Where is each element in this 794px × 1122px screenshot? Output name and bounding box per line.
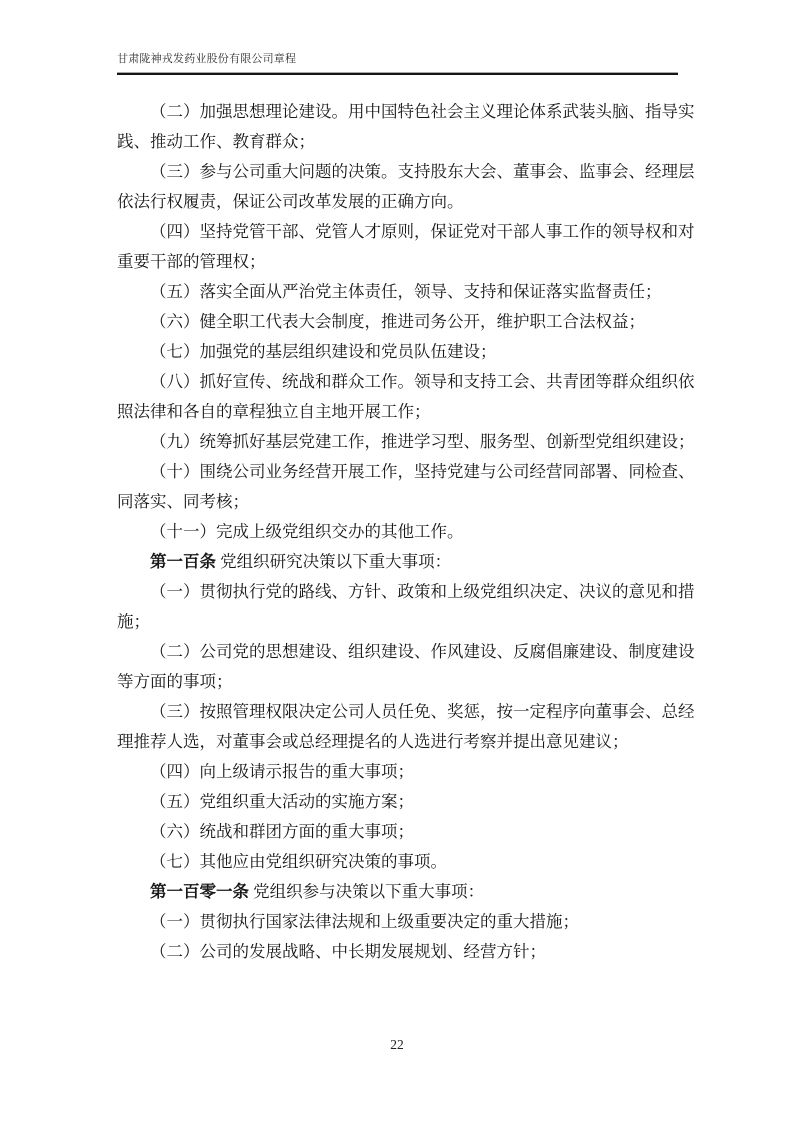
document-lines: [117, 97, 694, 967]
body-line-text: （一）贯彻执行党的路线、方针、政策和上级党组织决定、决议的意见和措: [150, 582, 695, 601]
body-line-text: （二）公司的发展战略、中长期发展规划、经营方针；: [150, 942, 546, 961]
body-line: [117, 577, 694, 607]
article-number: 第一百零一条: [150, 882, 249, 901]
body-line-text: （八）抓好宣传、统战和群众工作。领导和支持工会、共青团等群众组织依: [150, 372, 695, 391]
header-rule: [117, 72, 678, 75]
body-line: [117, 937, 694, 967]
body-line: [117, 637, 694, 667]
body-line-text: （九）统筹抓好基层党建工作，推进学习型、服务型、创新型党组织建设；: [150, 432, 695, 451]
body-line-text: （六）健全职工代表大会制度，推进司务公开，维护职工合法权益；: [150, 312, 645, 331]
body-line: [117, 247, 694, 277]
page-header-title: 甘肃陇神戎发药业股份有限公司章程: [117, 53, 297, 65]
body-line: [117, 427, 694, 457]
body-line: [117, 397, 694, 427]
body-line: [117, 337, 694, 367]
body-line-text: 照法律和各自的章程独立自主地开展工作；: [117, 402, 431, 421]
body-line: [117, 607, 694, 637]
body-line: [117, 97, 694, 127]
body-line-text: （四）向上级请示报告的重大事项；: [150, 762, 414, 781]
body-line: [117, 217, 694, 247]
body-line: [117, 187, 694, 217]
body-line-text: 施；: [117, 612, 150, 631]
body-line: [117, 517, 694, 547]
body-line: [117, 667, 694, 697]
body-line-text: （六）统战和群团方面的重大事项；: [150, 822, 414, 841]
header-rule-dark-line: [117, 73, 678, 75]
body-line: [117, 127, 694, 157]
body-line-text: 等方面的事项；: [117, 672, 233, 691]
body-line-text: 理推荐人选，对董事会或总经理提名的人选进行考察并提出意见建议；: [117, 732, 629, 751]
body-line-text: （三）参与公司重大问题的决策。支持股东大会、董事会、监事会、经理层: [150, 162, 695, 181]
body-line: [117, 727, 694, 757]
body-line-text: （二）加强思想理论建设。用中国特色社会主义理论体系武装头脑、指导实: [150, 102, 695, 121]
body-line-text: （五）落实全面从严治党主体责任，领导、支持和保证落实监督责任；: [150, 282, 662, 301]
body-line-text: （七）加强党的基层组织建设和党员队伍建设；: [150, 342, 497, 361]
body-line: [117, 817, 694, 847]
body-line: [117, 277, 694, 307]
body-line-text: 同落实、同考核；: [117, 492, 249, 511]
body-line: [117, 307, 694, 337]
body-line: [117, 457, 694, 487]
body-line: [117, 757, 694, 787]
body-line-text: 党组织研究决策以下重大事项：: [216, 552, 452, 571]
body-line-text: （十一）完成上级党组织交办的其他工作。: [150, 522, 464, 541]
body-line: [117, 367, 694, 397]
body-line: [117, 547, 694, 577]
body-line-text: （四）坚持党管干部、党管人才原则，保证党对干部人事工作的领导权和对: [150, 222, 695, 241]
body-line-text: （七）其他应由党组织研究决策的事项。: [150, 852, 447, 871]
article-number: 第一百条: [150, 552, 216, 571]
body-line-text: 党组织参与决策以下重大事项：: [249, 882, 485, 901]
body-line-text: （三）按照管理权限决定公司人员任免、奖惩，按一定程序向董事会、总经: [150, 702, 695, 721]
page-number: 22: [390, 1037, 404, 1052]
body-line-text: （二）公司党的思想建设、组织建设、作风建设、反腐倡廉建设、制度建设: [150, 642, 695, 661]
body-line: [117, 877, 694, 907]
body-line-text: （五）党组织重大活动的实施方案；: [150, 792, 414, 811]
body-line: [117, 487, 694, 517]
body-line-text: （十）围绕公司业务经营开展工作，坚持党建与公司经营同部署、同检查、: [150, 462, 695, 481]
body-line: [117, 697, 694, 727]
body-line: [117, 157, 694, 187]
body-line: [117, 847, 694, 877]
document-body: [117, 97, 694, 967]
body-line-text: （一）贯彻执行国家法律法规和上级重要决定的重大措施；: [150, 912, 579, 931]
body-line-text: 重要干部的管理权；: [117, 252, 266, 271]
body-line: [117, 787, 694, 817]
body-line-text: 依法行权履责，保证公司改革发展的正确方向。: [117, 192, 464, 211]
body-line: [117, 907, 694, 937]
body-line-text: 践、推动工作、教育群众；: [117, 132, 315, 151]
